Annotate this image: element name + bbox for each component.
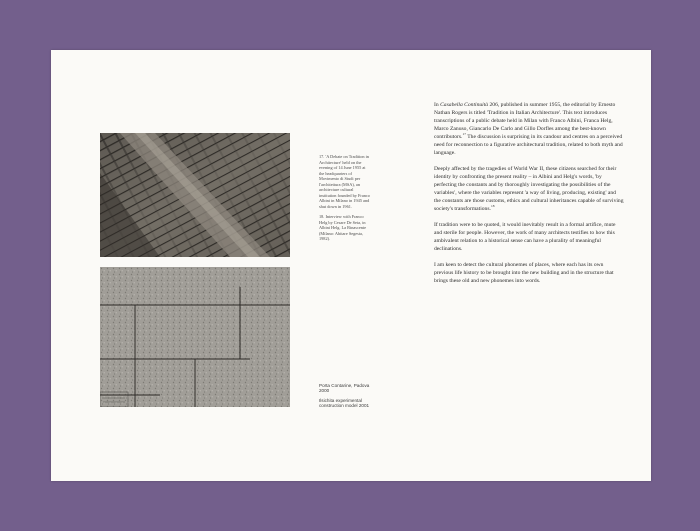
- paragraph-4: I am keen to detect the cultural phonemes of places, where each has its own previous life history to be brought into the new building and in the structure that brings these old and new phonemes into words.: [434, 262, 614, 284]
- stone-wall-image: [100, 133, 290, 257]
- paragraph-1: [434, 101, 624, 157]
- paragraph-2: [434, 165, 624, 213]
- caption-top-photo: Porta Contarine, Padova 2000: [319, 383, 370, 394]
- footnotes: [319, 154, 371, 247]
- stone-wall-photo: [100, 133, 290, 257]
- stone-model-photo: [100, 267, 290, 407]
- paragraph-2-text: Deeply affected by the tragedies of World War II, these citizens searched for their identity by confronting the present reality – in Albini and Helg's words, 'by perfecting the constants and by thoroughly investigating the possibilities of the variables', where the variables represent 'a way of living, producing, existing' and the constants are those customs, ethics and cultural inheritances capable of surviving society's transformations.: [434, 166, 624, 212]
- footnote-17: 17. 'A Debate on Tradition in Architecture' held on the evening of 14 June 1955 at the headquarters of Movimento di Studi per l'architettura (MSA), an architecture cultural institution founded by Franco Albini in Milano in 1945 and shut down in 1961.: [319, 154, 370, 209]
- paragraph-1-text-a: In: [434, 102, 441, 108]
- paragraph-1-text-b: 206, published in summer 1955, the editorial by Ernesto Nathan Rogers is titled 'Tradition in Italian Architecture'. This text introduces transcriptions of a public debate held in Milan with Franco Albini, Franca Helg, Marco Zanuso, Giancarlo De Carlo and Gillo Dorfles among the best-known contributors.: [434, 102, 616, 140]
- stone-model-image: [100, 267, 290, 407]
- caption-bottom-photo: Ilsichita experimental construction model 2001: [319, 397, 370, 409]
- paragraph-3: If tradition were to be quoted, it would inevitably result in a formal artifice, mute and sterile for people. However, the work of many architects testifies to how this ambivalent relation to a historical sense can have a plurality of meaningful declinations.: [434, 222, 616, 252]
- book-page: [51, 50, 651, 481]
- footnote-18: 18. Interview with Franco Helg by Cesare De Seta, in Albini Helg. La Rinascente (Milano: Abitare Segesta, 1982).: [319, 214, 367, 241]
- photo-captions: [319, 383, 371, 413]
- main-text: [434, 101, 624, 293]
- footnote-ref-17: 17: [462, 132, 466, 137]
- paragraph-1-text-c: The discussion is surprising in its candour and centres on a perceived need for reconnection to a figurative architectural tradition, related to both myth and language.: [434, 134, 623, 156]
- magazine-title: Casabella Continuità: [440, 102, 489, 108]
- footnote-ref-18: 18: [490, 204, 495, 209]
